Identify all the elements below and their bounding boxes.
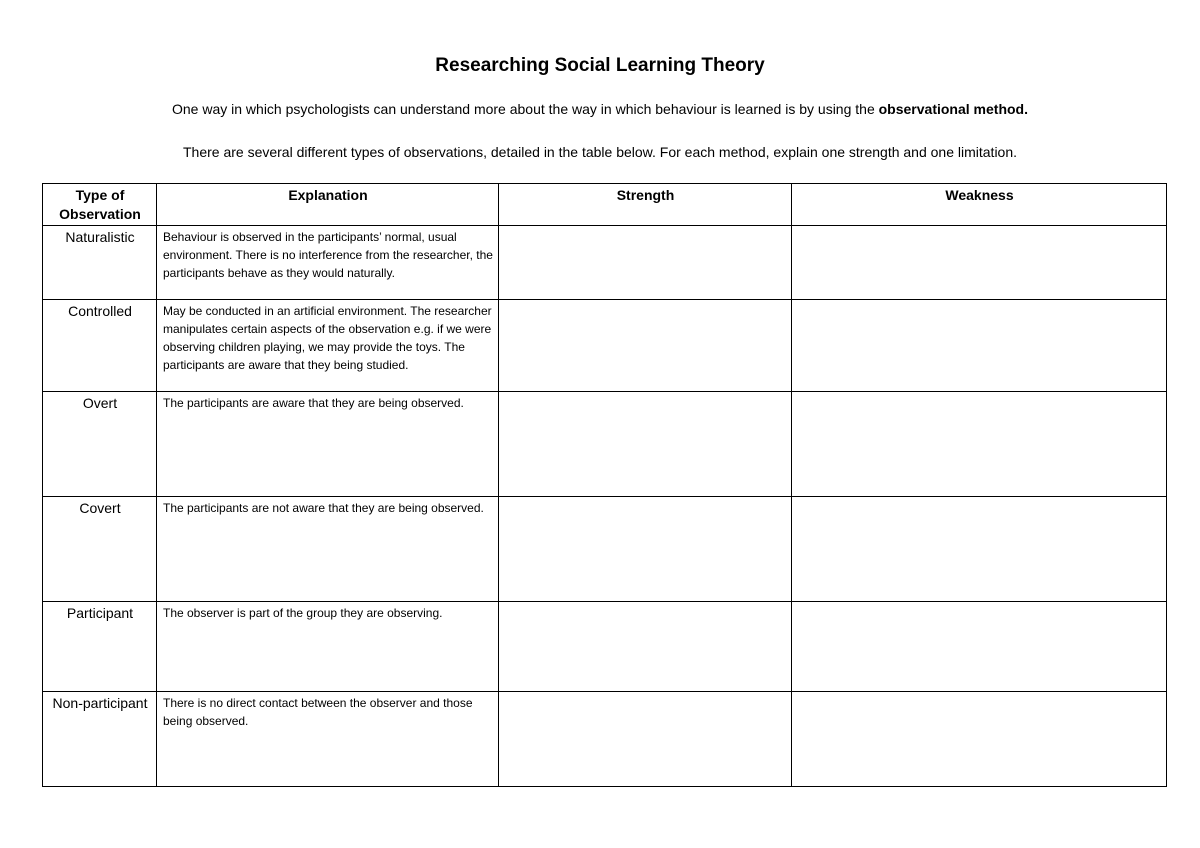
table-row [43,392,1167,497]
weakness-cell[interactable] [792,497,1167,602]
weakness-cell[interactable] [792,392,1167,497]
row-explanation: The participants are not aware that they are being observed. [157,497,499,602]
table-row [43,602,1167,692]
strength-cell[interactable] [499,226,792,300]
strength-cell[interactable] [499,602,792,692]
weakness-cell[interactable] [792,226,1167,300]
intro-emphasis: observational method. [878,101,1028,117]
table-row [43,226,1167,300]
weakness-cell[interactable] [792,300,1167,392]
row-type: Controlled [43,300,157,392]
intro-text: One way in which psychologists can understand more about the way in which behaviour is learned is by using the [172,101,879,117]
page-title: Researching Social Learning Theory [435,55,765,76]
strength-cell[interactable] [499,392,792,497]
strength-cell[interactable] [499,300,792,392]
table-row [43,300,1167,392]
table-row [43,497,1167,602]
strength-cell[interactable] [499,692,792,787]
header-type: Type of Observation [43,184,157,226]
weakness-cell[interactable] [792,602,1167,692]
weakness-cell[interactable] [792,692,1167,787]
observation-table [42,183,1167,787]
table-header-row [43,184,1167,226]
header-explanation: Explanation [157,184,499,226]
row-type: Overt [43,392,157,497]
table-row [43,692,1167,787]
instructions-paragraph: There are several different types of observations, detailed in the table below. For each method, explain one strength and one limitation. [182,144,1018,160]
row-type: Participant [43,602,157,692]
row-type: Naturalistic [43,226,157,300]
intro-paragraph [0,101,1200,117]
row-explanation: There is no direct contact between the observer and those being observed. [157,692,499,787]
strength-cell[interactable] [499,497,792,602]
row-type: Covert [43,497,157,602]
row-explanation: Behaviour is observed in the participants’ normal, usual environment. There is no interference from the researcher, the participants behave as they would naturally. [157,226,499,300]
header-strength: Strength [499,184,792,226]
row-explanation: The observer is part of the group they are observing. [157,602,499,692]
row-type: Non-participant [43,692,157,787]
header-weakness: Weakness [792,184,1167,226]
row-explanation: The participants are aware that they are being observed. [157,392,499,497]
row-explanation: May be conducted in an artificial environment. The researcher manipulates certain aspects of the observation e.g. if we were observing children playing, we may provide the toys. The participants are aware that they being studied. [157,300,499,392]
